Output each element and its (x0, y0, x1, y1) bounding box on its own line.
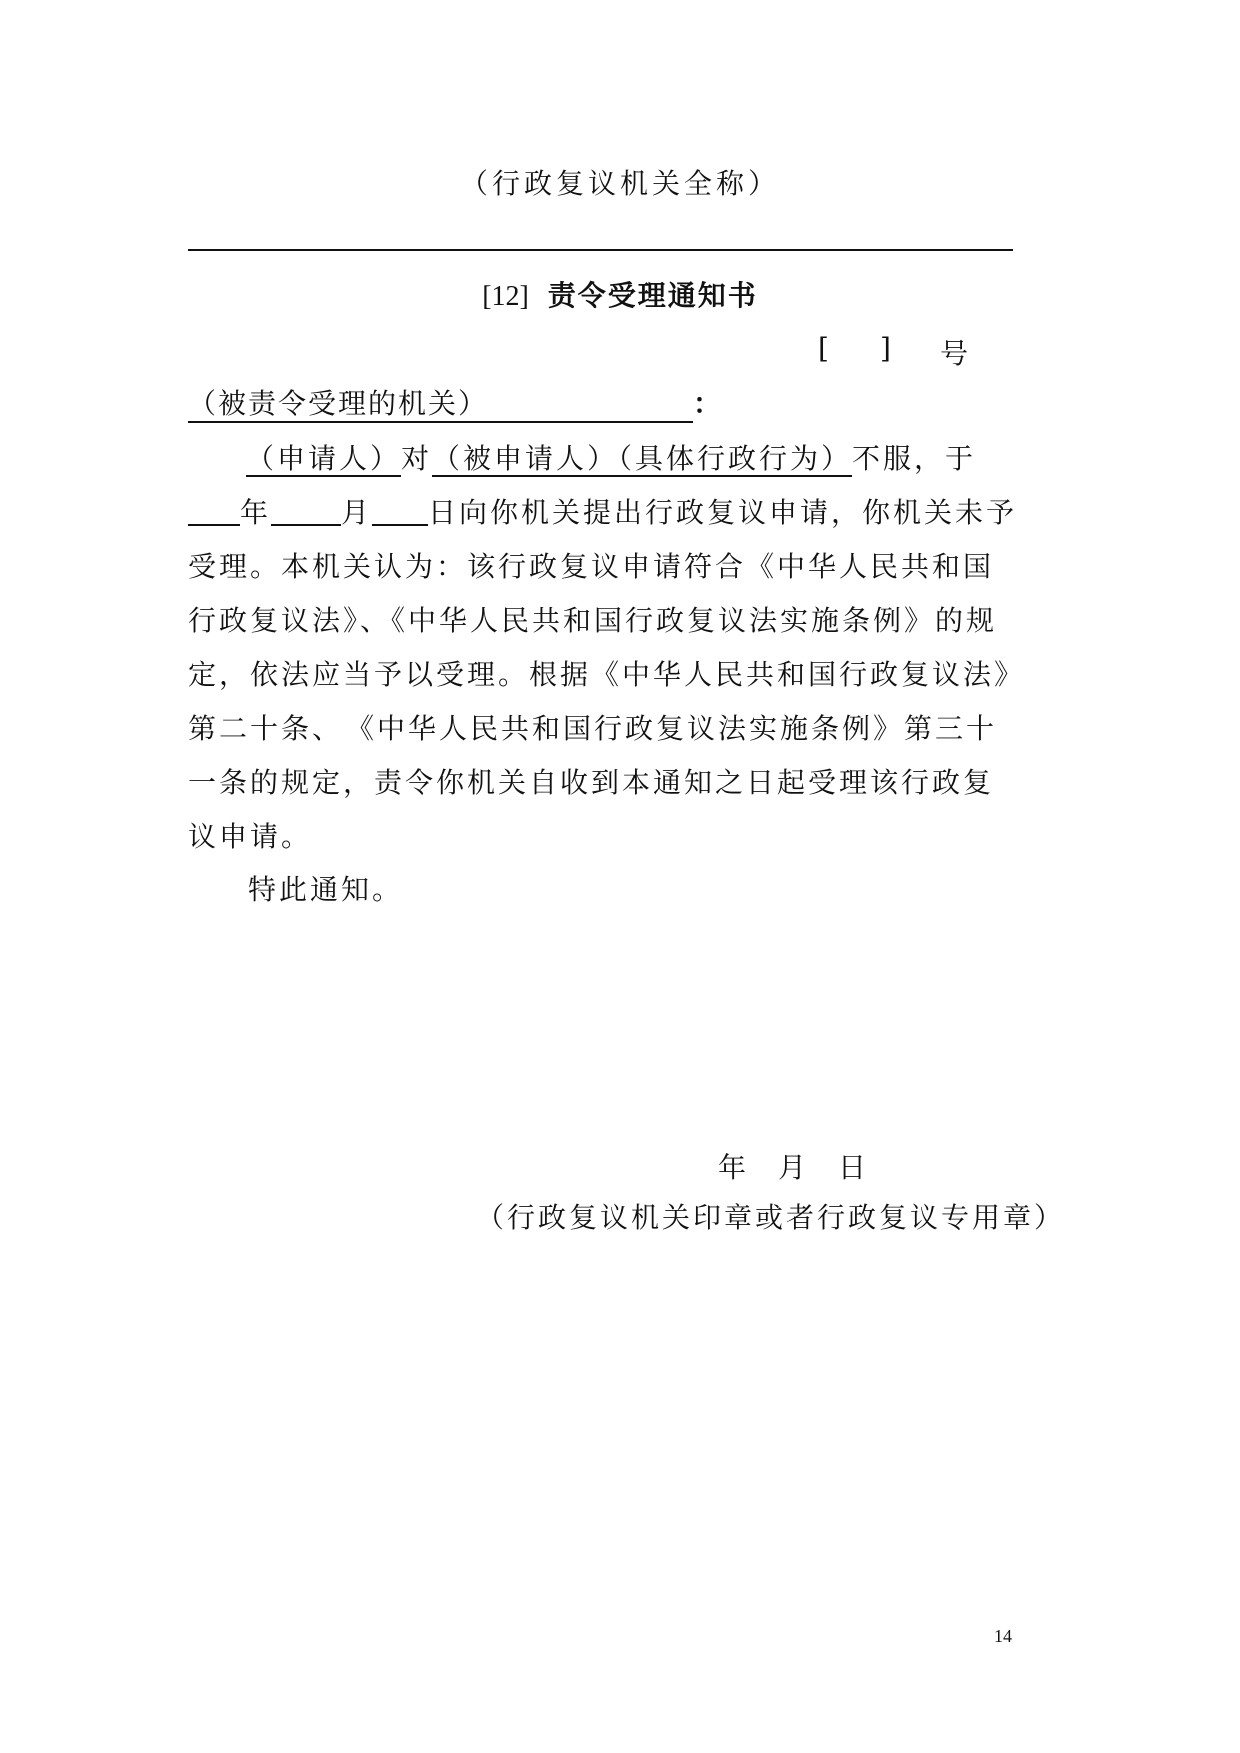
seal-note: （行政复议机关印章或者行政复议专用章） (476, 1201, 1066, 1234)
body-to: 对 (401, 442, 433, 475)
doc-number-close-bracket: ] (880, 332, 891, 365)
addressee-line (188, 382, 723, 423)
form-title: 责令受理通知书 (547, 279, 758, 312)
signature-day: 日 (838, 1151, 867, 1184)
respondent-placeholder: （被申请人）（具体行政行为） (432, 442, 853, 475)
header-divider (188, 249, 1013, 251)
applicant-placeholder: （申请人） (246, 442, 402, 475)
body-main-text: 日向你机关提出行政复议申请，你机关未予受理。本机关认为：该行政复议申请符合《中华人民共和国行政复议法》、《中华人民共和国行政复议法实施条例》的规定，依法应当予以受理。根据《中华人民共和国行政复议法》第二十条、 《中华人民共和国行政复议法实施条例》第三十一条的规定，责令你机关自收到本通知之日起受理该行政复议申请。 (188, 496, 1018, 853)
doc-number-open-bracket: [ (818, 332, 829, 365)
page-number: 14 (994, 1626, 1012, 1646)
day-blank (372, 498, 428, 526)
body-paragraph (188, 432, 1020, 864)
signature-year: 年 (718, 1151, 747, 1184)
doc-number-suffix: 号 (940, 337, 969, 370)
document-title (0, 274, 1240, 314)
month-blank (271, 498, 341, 526)
body-dissatisfied: 不服，于 (852, 442, 977, 475)
agency-name-placeholder: （行政复议机关全称） (459, 167, 780, 200)
year-blank (188, 498, 240, 526)
notice-body (188, 432, 1020, 864)
body-year: 年 (240, 496, 272, 529)
closing-phrase: 特此通知。 (248, 873, 404, 906)
body-month: 月 (341, 496, 373, 529)
addressee-colon: ： (693, 387, 724, 420)
signature-month: 月 (778, 1151, 807, 1184)
addressee-placeholder: （被责令受理的机关） (188, 387, 693, 423)
form-number: [12] (482, 281, 529, 312)
